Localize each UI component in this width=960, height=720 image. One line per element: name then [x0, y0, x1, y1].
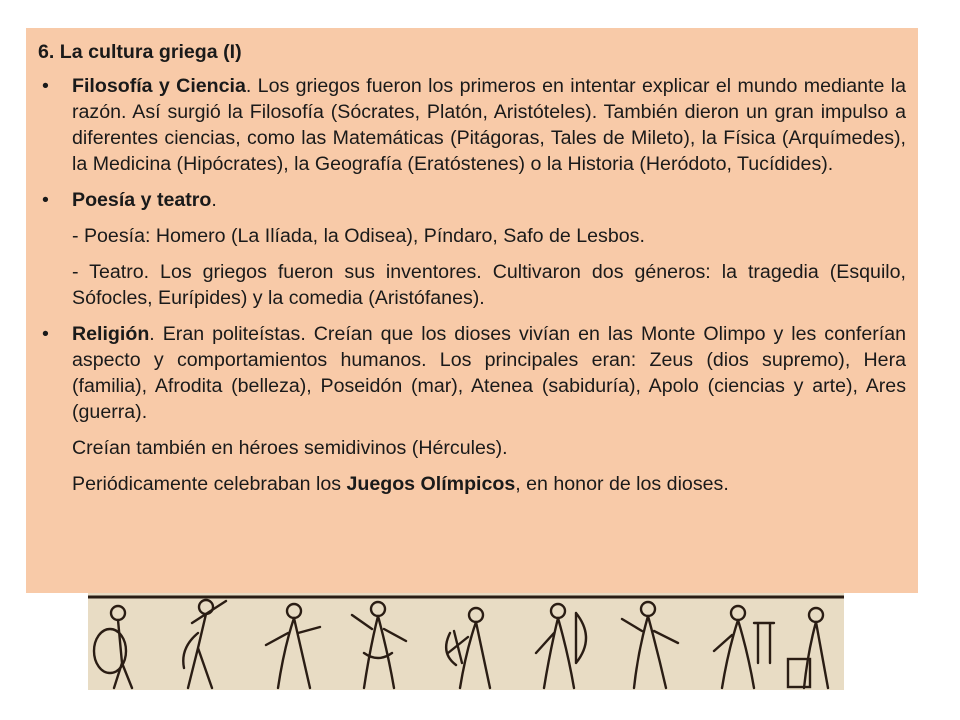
poesia-line: - Poesía: Homero (La Ilíada, la Odisea), Píndaro, Safo de Lesbos.: [72, 225, 645, 247]
teatro-line: - Teatro. Los griegos fueron sus inventores. Cultivaron dos géneros: la tragedia (Esquilo, Sófocles, Eurípides) y la comedia (Aristófanes).: [72, 261, 906, 309]
games-line: [38, 471, 906, 497]
bullet-dot: •: [42, 323, 49, 345]
philosophy-text: . Los griegos fueron los primeros en intentar explicar el mundo mediante la razón. Así surgió la Filosofía (Sócrates, Platón, Aristóteles). También dieron un gran impulso a diferentes ciencias, como las Matemáticas (Pitágoras, Tales de Mileto), la Física (Arquímedes), la Medicina (Hipócrates), la Geografía (Eratóstenes) o la Historia (Heródoto, Tucídides).: [72, 75, 906, 175]
philosophy-heading: Filosofía y Ciencia: [72, 75, 246, 97]
games-suffix: , en honor de los dioses.: [515, 473, 729, 495]
games-bold: Juegos Olímpicos: [346, 473, 516, 495]
games-prefix: Periódicamente celebraban los: [72, 473, 347, 495]
greek-vase-frieze-image: [88, 593, 844, 690]
frieze-figures: [88, 593, 844, 690]
text-box: [26, 28, 918, 593]
poetry-text: .: [211, 189, 217, 211]
bullet-dot: •: [42, 189, 49, 211]
religion-heading: Religión: [72, 323, 150, 345]
bullet-poetry: [38, 187, 906, 213]
bullet-dot: •: [42, 75, 49, 97]
bullet-philosophy: [38, 73, 906, 177]
bullet-religion: [38, 321, 906, 425]
slide-title: 6. La cultura griega (I): [38, 41, 242, 63]
religion-text: . Eran politeístas. Creían que los dioses vivían en las Monte Olimpo y les conferían aspecto y comportamientos humanos. Los principales eran: Zeus (dios supremo), Hera (familia), Afrodita (belleza), Poseidón (mar), Atenea (sabiduría), Apolo (ciencias y arte), Ares (guerra).: [72, 323, 906, 423]
heroes-line: Creían también en héroes semidivinos (Hércules).: [72, 437, 508, 459]
poetry-heading: Poesía y teatro: [72, 189, 212, 211]
